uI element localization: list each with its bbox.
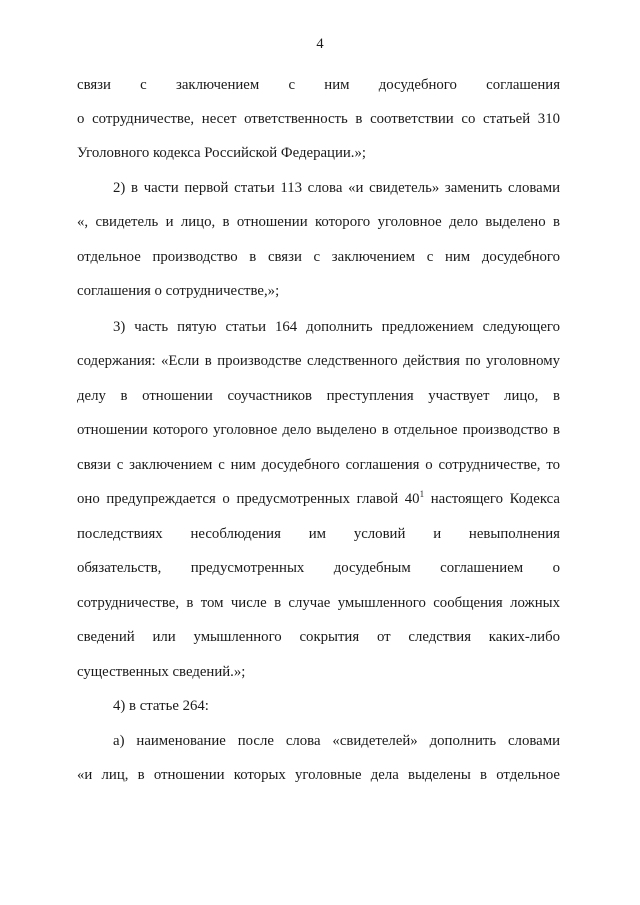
text-line: «и лиц, в отношении которых уголовные дела выделены в отдельное	[77, 767, 560, 783]
text-segment: оно предупреждается о предусмотренных главой 40	[77, 491, 420, 507]
text-line: содержания: «Если в производстве следственного действия по уголовному	[77, 353, 560, 369]
text-line: сотрудничестве, в том числе в случае умышленного сообщения ложных	[77, 595, 560, 611]
text-line: соглашения о сотрудничестве,»;	[77, 283, 280, 299]
text-line: 4) в статье 264:	[113, 698, 209, 714]
page-number: 4	[316, 36, 324, 52]
text-line: делу в отношении соучастников преступления участвует лицо, в	[77, 388, 560, 404]
text-line: о сотрудничестве, несет ответственность в соответствии со статьей 310	[77, 111, 560, 127]
superscript-number: 1	[419, 489, 425, 499]
text-line: сведений или умышленного сокрытия от следствия каких-либо	[77, 629, 560, 645]
text-line: а) наименование после слова «свидетелей» дополнить словами	[113, 733, 560, 749]
text-line: последствиях несоблюдения им условий и невыполнения	[77, 526, 560, 542]
text-segment: настоящего Кодекса	[424, 491, 560, 507]
text-line	[77, 490, 560, 508]
text-line: «, свидетель и лицо, в отношении которого уголовное дело выделено в	[77, 214, 560, 230]
text-line: существенных сведений.»;	[77, 664, 246, 680]
text-line: связи с заключением с ним досудебного соглашения о сотрудничестве, то	[77, 457, 560, 473]
text-line: 2) в части первой статьи 113 слова «и свидетель» заменить словами	[113, 180, 560, 196]
text-line: обязательств, предусмотренных досудебным соглашением о	[77, 560, 560, 576]
text-line: отдельное производство в связи с заключением с ним досудебного	[77, 249, 560, 265]
text-line: Уголовного кодекса Российской Федерации.»;	[77, 145, 367, 161]
text-line: связи с заключением с ним досудебного соглашения	[77, 77, 560, 93]
text-line: отношении которого уголовное дело выделено в отдельное производство в	[77, 422, 560, 438]
text-line: 3) часть пятую статьи 164 дополнить предложением следующего	[113, 319, 560, 335]
